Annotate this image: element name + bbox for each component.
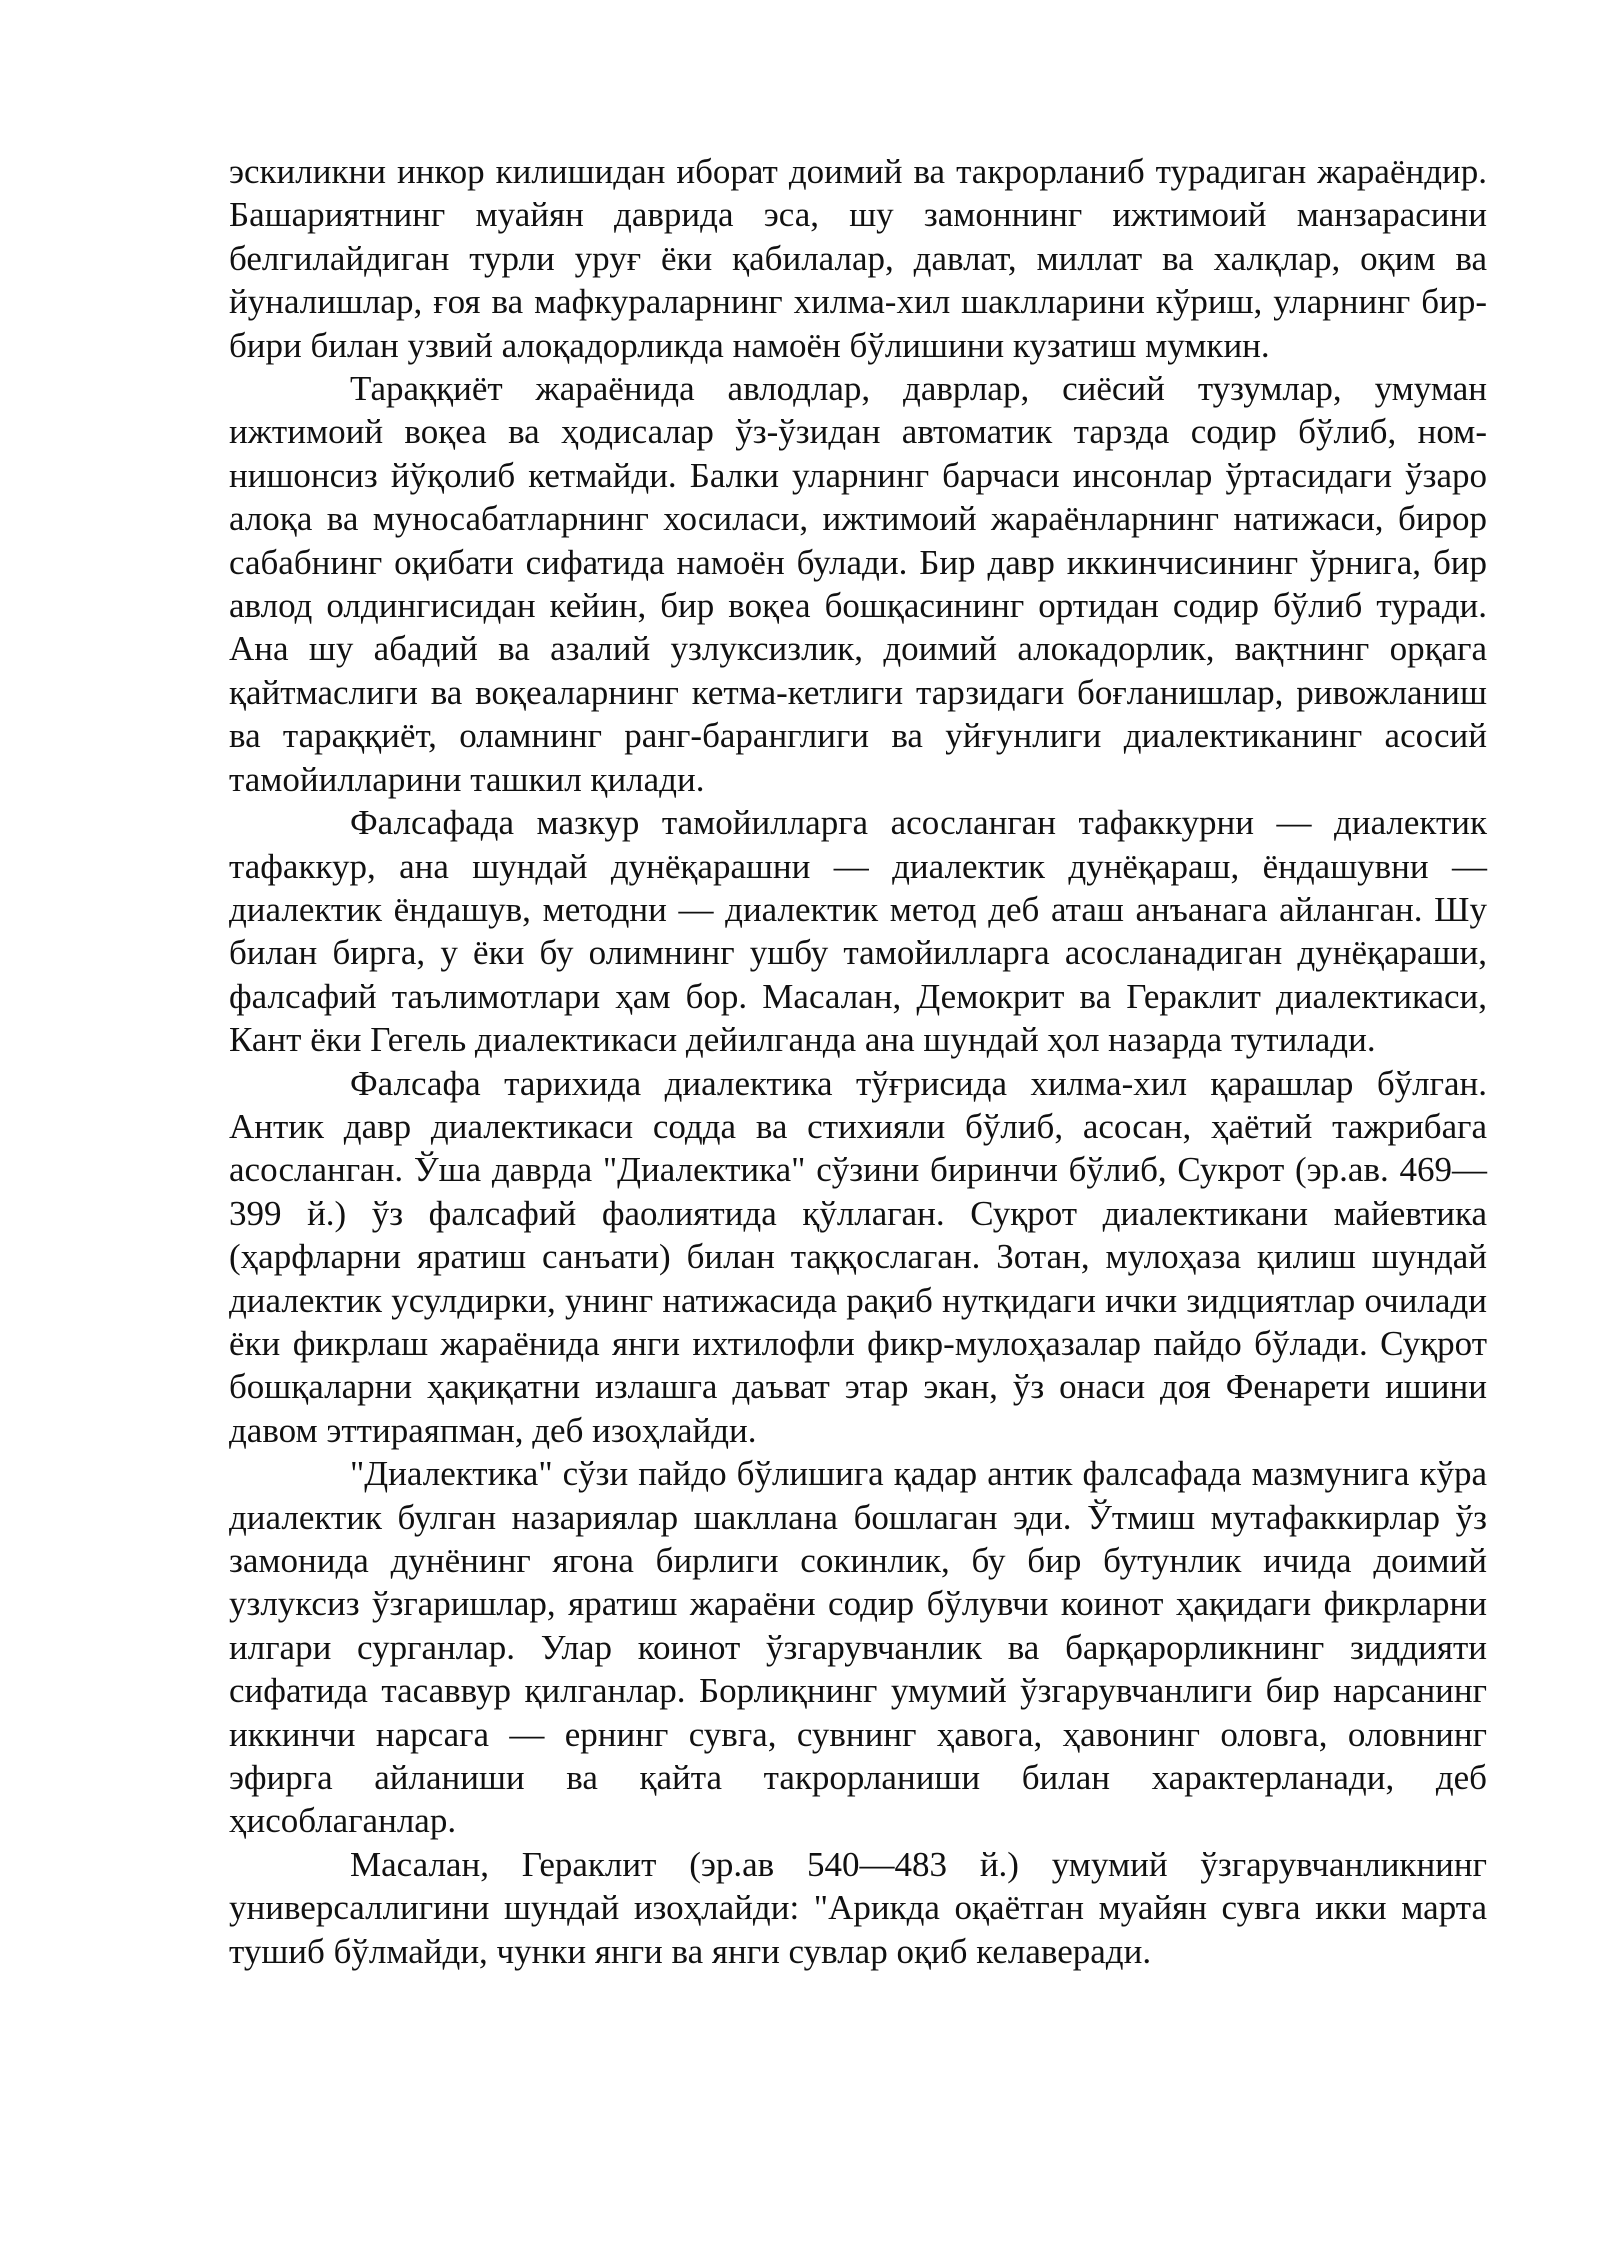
paragraph-1: эскиликни инкор килишидан иборат доимий ва такрорланиб турадиган жараёндир. Башариятнинг муайян даврида эса, шу замоннинг ижтимоий манзарасини белгилайдиган турли уруғ ёки қабилалар, давлат, миллат ва халқлар, оқим ва йуналишлар, ғоя ва мафкураларнинг хилма-хил шаклларини кўриш, уларнинг бир-бири билан узвий алоқадорликда намоён бўлишини кузатиш мумкин. xyxy=(229,152,1487,365)
document-body xyxy=(229,150,1487,1973)
paragraph-3: Фалсафада мазкур тамойилларга асосланган тафаккурни — диалектик тафаккур, ана шундай дунёқарашни — диалектик дунёқараш, ёндашувни — диалектик ёндашув, методни — диалектик метод деб аташ анъанага айланган. Шу билан бирга, у ёки бу олимнинг ушбу тамойилларга асосланадиган дунёқараши, фалсафий таълимотлари ҳам бор. Масалан, Демокрит ва Гераклит диалектикаси, Кант ёки Гегель диалектикаси дейилганда ана шундай ҳол назарда тутилади. xyxy=(229,803,1487,1060)
paragraph-4: Фалсафа тарихида диалектика тўғрисида хилма-хил қарашлар бўлган. Антик давр диалектикаси содда ва стихияли бўлиб, асосан, ҳаётий тажрибага асосланган. Ўша даврда "Диалектика" сўзини биринчи бўлиб, Сукрот (эр.ав. 469—399 й.) ўз фалсафий фаолиятида қўллаган. Суқрот диалектикани майевтика (ҳарфларни яратиш санъати) билан таққослаган. Зотан, мулоҳаза қилиш шундай диалектик усулдирки, унинг натижасида рақиб нутқидаги ички зидциятлар очилади ёки фикрлаш жараёнида янги ихтилофли фикр-мулоҳазалар пайдо бўлади. Суқрот бошқаларни ҳақиқатни излашга даъват этар экан, ўз онаси доя Фенарети ишини давом эттираяпман, деб изоҳлайди. xyxy=(229,1063,1487,1450)
paragraph-5: "Диалектика" сўзи пайдо бўлишига қадар антик фалсафада мазмунига кўра диалектик булган назариялар шакллана бошлаган эди. Ўтмиш мутафаккирлар ўз замонида дунёнинг ягона бирлиги сокинлик, бу бир бутунлик ичида доимий узлуксиз ўзгаришлар, яратиш жараёни содир бўлувчи коинот ҳақидаги фикрларни илгари сурганлар. Улар коинот ўзгарувчанлик ва барқарорликнинг зиддияти сифатида тасаввур қилганлар. Борлиқнинг умумий ўзгарувчанлиги бир нарсанинг иккинчи нарсага — ернинг сувга, сувнинг ҳавога, ҳавонинг оловга, оловнинг эфирга айланиши ва қайта такрорланиши билан характерланади, деб ҳисоблаганлар. xyxy=(229,1454,1487,1841)
paragraph-2: Тараққиёт жараёнида авлодлар, даврлар, сиёсий тузумлар, умуман ижтимоий воқеа ва ҳодисалар ўз-ўзидан автоматик тарзда содир бўлиб, ном-нишонсиз йўқолиб кетмайди. Балки уларнинг барчаси инсонлар ўртасидаги ўзаро алоқа ва муносабатларнинг хосиласи, ижтимоий жараёнларнинг натижаси, бирор сабабнинг оқибати сифатида намоён булади. Бир давр иккинчисининг ўрнига, бир авлод олдингисидан кейин, бир воқеа бошқасининг ортидан содир бўлиб туради. Ана шу абадий ва азалий узлуксизлик, доимий алокадорлик, вақтнинг орқага қайтмаслиги ва воқеаларнинг кетма-кетлиги тарзидаги боғланишлар, ривожланиш ва тараққиёт, оламнинг ранг-баранглиги ва уйғунлиги диалектиканинг асосий тамойилларини ташкил қилади. xyxy=(229,369,1487,799)
paragraph-6: Масалан, Гераклит (эр.ав 540—483 й.) умумий ўзгарувчанликнинг универсаллигини шундай изоҳлайди: "Арикда оқаётган муайян сувга икки марта тушиб бўлмайди, чунки янги ва янги сувлар оқиб келаверади. xyxy=(229,1844,1487,1971)
